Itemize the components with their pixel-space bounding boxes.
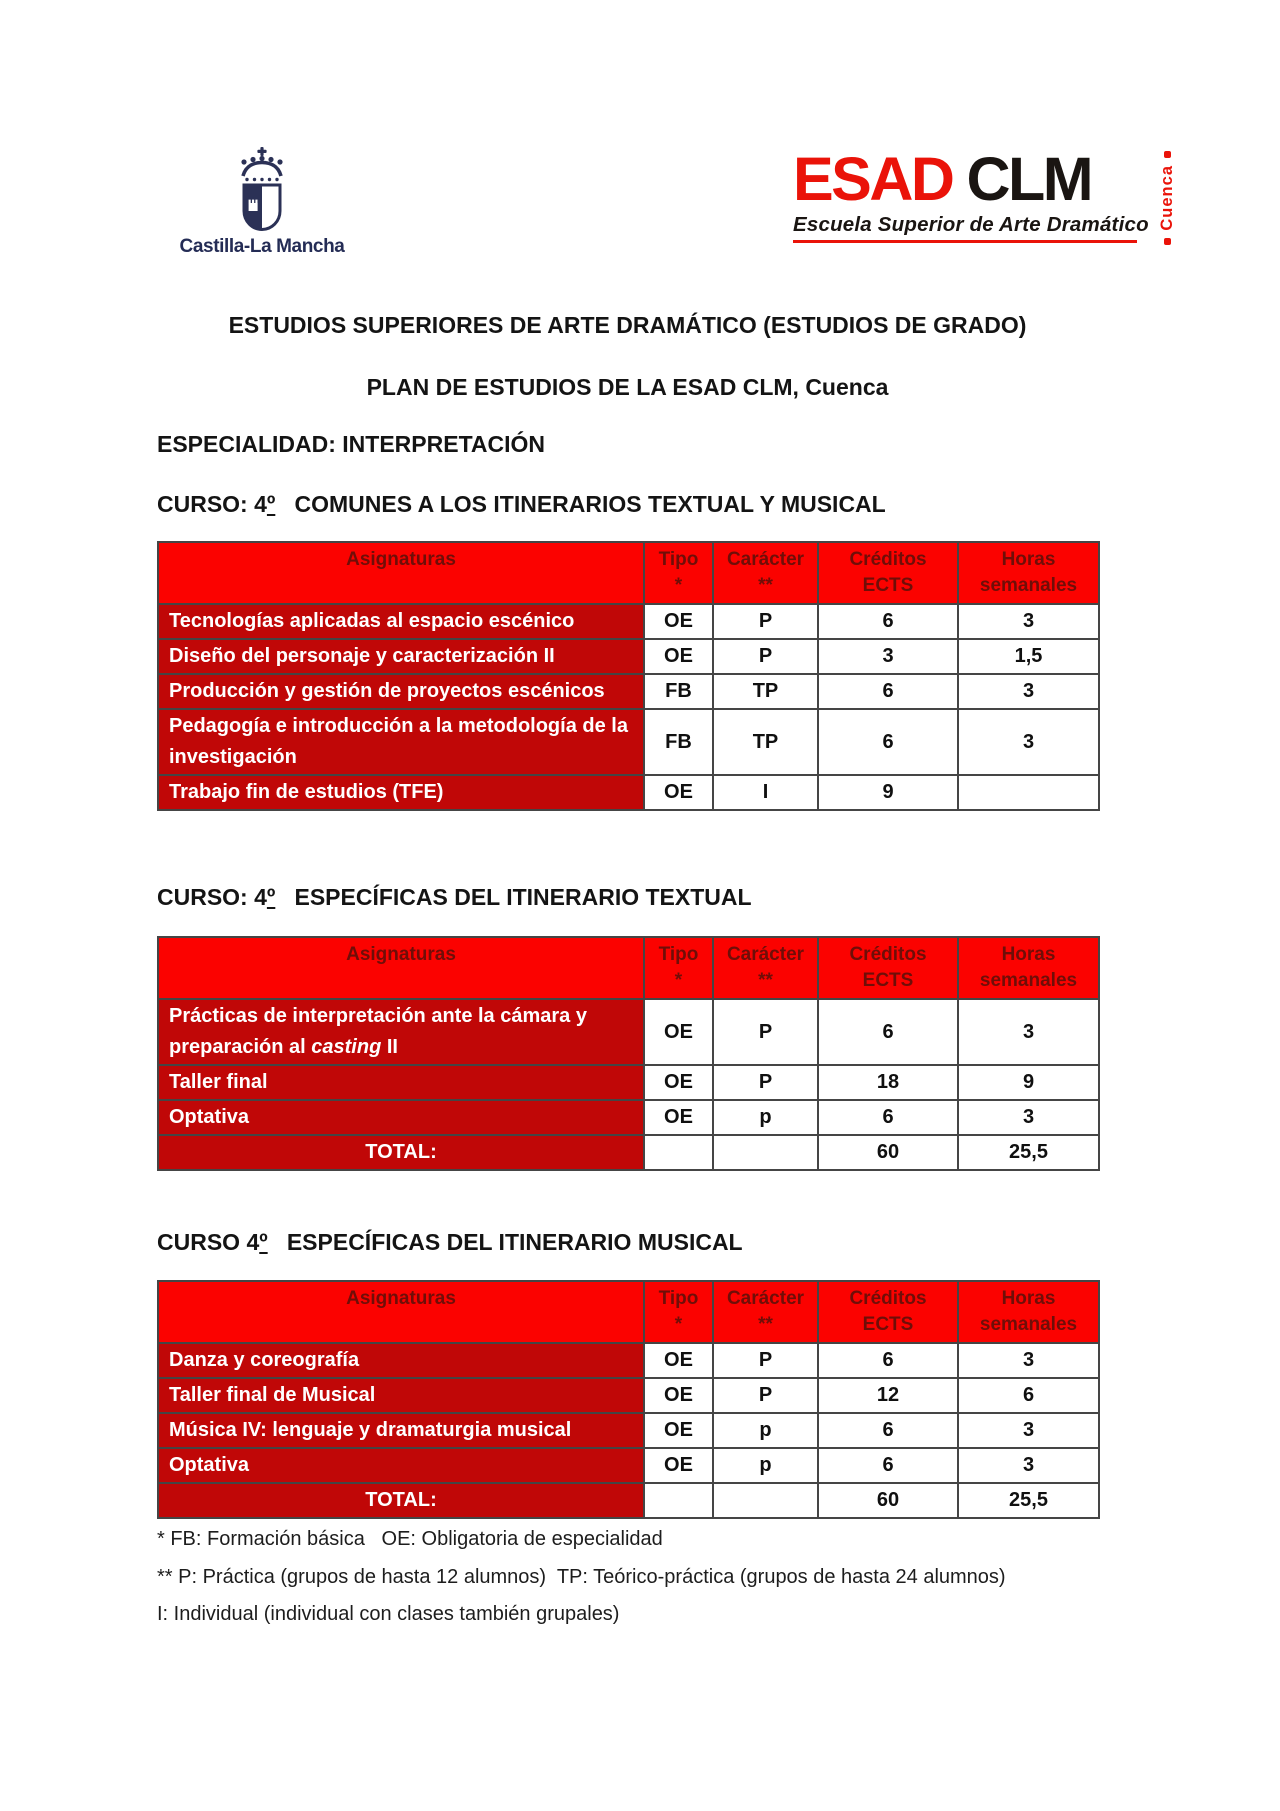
creditos-cell: 6 [818, 709, 958, 775]
column-header-creditos: Créditos ECTS [818, 937, 958, 999]
caracter-cell: P [713, 639, 818, 674]
tipo-cell: OE [644, 775, 713, 810]
subject-cell: Taller final [158, 1065, 644, 1100]
horas-cell: 3 [958, 604, 1099, 639]
total-label-cell: TOTAL: [158, 1483, 644, 1518]
column-header-tipo: Tipo * [644, 1281, 713, 1343]
castilla-la-mancha-wordmark: Castilla-La Mancha [179, 236, 345, 257]
table-row [158, 1413, 1099, 1448]
table-header-row [158, 542, 1099, 604]
footnote-caracter-legend: ** P: Práctica (grupos de hasta 12 alumnos) TP: Teórico-práctica (grupos de hasta 24 alumnos) [157, 1566, 1006, 1588]
caracter-cell: p [713, 1100, 818, 1135]
tipo-cell [644, 1483, 713, 1518]
subject-cell: Optativa [158, 1448, 644, 1483]
table-musical [157, 1280, 1100, 1519]
total-label-cell: TOTAL: [158, 1135, 644, 1170]
table-row [158, 1448, 1099, 1483]
tipo-cell: FB [644, 709, 713, 775]
document-subtitle: PLAN DE ESTUDIOS DE LA ESAD CLM, Cuenca [366, 374, 889, 400]
caracter-cell: TP [713, 709, 818, 775]
creditos-cell: 12 [818, 1378, 958, 1413]
column-header-caracter: Carácter ** [713, 1281, 818, 1343]
section-heading-musical: CURSO 4º ESPECÍFICAS DEL ITINERARIO MUSICAL [157, 1229, 743, 1255]
horas-cell: 25,5 [958, 1135, 1099, 1170]
table-total-row [158, 1135, 1099, 1170]
creditos-cell: 18 [818, 1065, 958, 1100]
caracter-cell [713, 1135, 818, 1170]
table-header-row [158, 1281, 1099, 1343]
horas-cell: 3 [958, 1100, 1099, 1135]
column-header-asignaturas: Asignaturas [158, 542, 644, 604]
column-header-caracter: Carácter ** [713, 542, 818, 604]
table-row [158, 604, 1099, 639]
creditos-cell: 6 [818, 1413, 958, 1448]
horas-cell: 3 [958, 674, 1099, 709]
horas-cell: 9 [958, 1065, 1099, 1100]
tipo-cell: OE [644, 639, 713, 674]
cuenca-vertical-label: Cuenca [1158, 165, 1177, 231]
creditos-cell: 60 [818, 1135, 958, 1170]
subject-cell: Diseño del personaje y caracterización II [158, 639, 644, 674]
column-header-tipo: Tipo * [644, 937, 713, 999]
horas-cell: 3 [958, 1343, 1099, 1378]
tipo-cell: FB [644, 674, 713, 709]
column-header-asignaturas: Asignaturas [158, 1281, 644, 1343]
caracter-cell: P [713, 1343, 818, 1378]
column-header-caracter: Carácter ** [713, 937, 818, 999]
subject-cell: Pedagogía e introducción a la metodología de la investigación [158, 709, 644, 775]
subject-cell: Trabajo fin de estudios (TFE) [158, 775, 644, 810]
table-row [158, 1343, 1099, 1378]
table-row [158, 674, 1099, 709]
cuenca-vertical-strip [1155, 150, 1181, 246]
tipo-cell: OE [644, 1065, 713, 1100]
table-row [158, 1100, 1099, 1135]
horas-cell: 3 [958, 999, 1099, 1065]
caracter-cell [713, 1483, 818, 1518]
column-header-creditos: Créditos ECTS [818, 1281, 958, 1343]
table-row [158, 1378, 1099, 1413]
horas-cell: 3 [958, 709, 1099, 775]
tipo-cell: OE [644, 1343, 713, 1378]
table-textual [157, 936, 1100, 1171]
horas-cell: 6 [958, 1378, 1099, 1413]
horas-cell: 1,5 [958, 639, 1099, 674]
tipo-cell: OE [644, 1413, 713, 1448]
creditos-cell: 6 [818, 1100, 958, 1135]
caracter-cell: P [713, 1378, 818, 1413]
table-header-row [158, 937, 1099, 999]
subject-cell: Prácticas de interpretación ante la cámara y preparación al casting II [158, 999, 644, 1065]
subject-cell: Optativa [158, 1100, 644, 1135]
horas-cell: 25,5 [958, 1483, 1099, 1518]
subject-cell: Tecnologías aplicadas al espacio escénico [158, 604, 644, 639]
table-row [158, 709, 1099, 775]
caracter-cell: p [713, 1448, 818, 1483]
horas-cell: 3 [958, 1413, 1099, 1448]
tipo-cell: OE [644, 1100, 713, 1135]
subject-cell: Danza y coreografía [158, 1343, 644, 1378]
horas-cell: 3 [958, 1448, 1099, 1483]
creditos-cell: 3 [818, 639, 958, 674]
subject-cell: Música IV: lenguaje y dramaturgia musical [158, 1413, 644, 1448]
caracter-cell: P [713, 1065, 818, 1100]
caracter-cell: P [713, 604, 818, 639]
tipo-cell: OE [644, 1378, 713, 1413]
document-page [157, 0, 1098, 1811]
column-header-horas: Horas semanales [958, 937, 1099, 999]
tipo-cell: OE [644, 1448, 713, 1483]
creditos-cell: 6 [818, 604, 958, 639]
subject-cell: Taller final de Musical [158, 1378, 644, 1413]
column-header-horas: Horas semanales [958, 542, 1099, 604]
creditos-cell: 9 [818, 775, 958, 810]
table-row [158, 639, 1099, 674]
section-heading-textual: CURSO: 4º ESPECÍFICAS DEL ITINERARIO TEXTUAL [157, 884, 752, 910]
column-header-horas: Horas semanales [958, 1281, 1099, 1343]
footnote-tipo-legend: * FB: Formación básica OE: Obligatoria de especialidad [157, 1528, 663, 1550]
caracter-cell: TP [713, 674, 818, 709]
creditos-cell: 6 [818, 999, 958, 1065]
table-total-row [158, 1483, 1099, 1518]
tipo-cell [644, 1135, 713, 1170]
tipo-cell: OE [644, 999, 713, 1065]
section-heading-comunes: CURSO: 4º COMUNES A LOS ITINERARIOS TEXTUAL Y MUSICAL [157, 491, 886, 517]
footnote-individual-legend: I: Individual (individual con clases también grupales) [157, 1603, 620, 1625]
caracter-cell: I [713, 775, 818, 810]
esad-subtitle: Escuela Superior de Arte Dramático [793, 212, 1149, 236]
esad-wordmark-text: ESAD [793, 145, 953, 213]
column-header-tipo: Tipo * [644, 542, 713, 604]
specialty-heading: ESPECIALIDAD: INTERPRETACIÓN [157, 431, 546, 457]
document-title: ESTUDIOS SUPERIORES DE ARTE DRAMÁTICO (ESTUDIOS DE GRADO) [228, 312, 1027, 338]
caracter-cell: P [713, 999, 818, 1065]
horas-cell [958, 775, 1099, 810]
creditos-cell: 6 [818, 1448, 958, 1483]
column-header-creditos: Créditos ECTS [818, 542, 958, 604]
column-header-asignaturas: Asignaturas [158, 937, 644, 999]
creditos-cell: 6 [818, 1343, 958, 1378]
table-comunes [157, 541, 1100, 811]
tipo-cell: OE [644, 604, 713, 639]
red-dot-top [1164, 151, 1171, 158]
creditos-cell: 60 [818, 1483, 958, 1518]
table-row [158, 1065, 1099, 1100]
table-row [158, 775, 1099, 810]
table-row [158, 999, 1099, 1065]
caracter-cell: p [713, 1413, 818, 1448]
red-dot-bottom [1164, 238, 1171, 245]
subject-cell: Producción y gestión de proyectos escénicos [158, 674, 644, 709]
creditos-cell: 6 [818, 674, 958, 709]
clm-wordmark-text: CLM [966, 145, 1092, 213]
